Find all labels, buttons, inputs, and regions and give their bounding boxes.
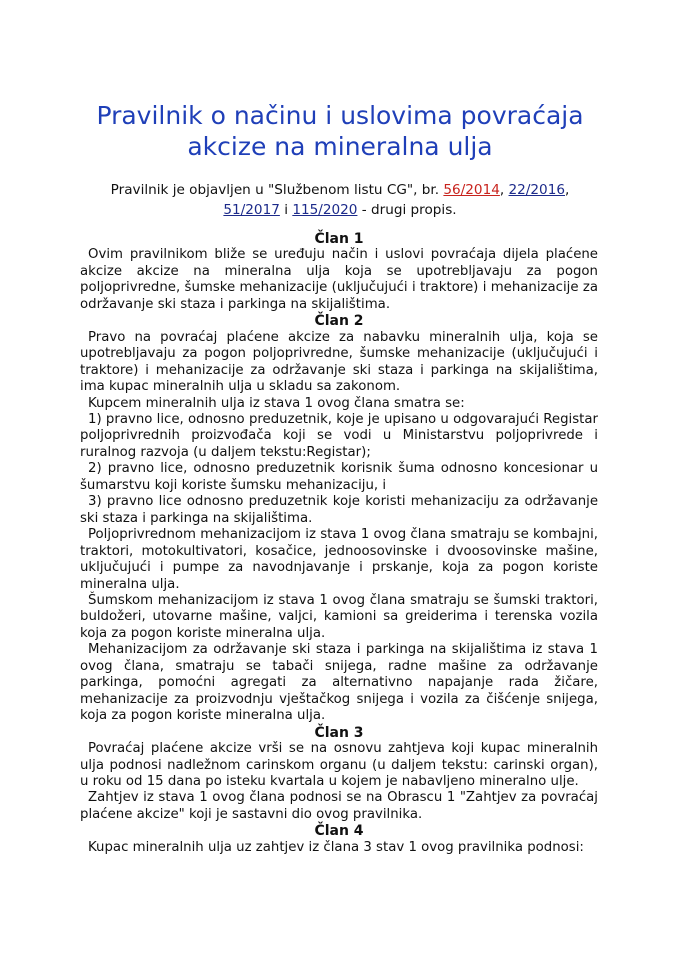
article-paragraph: Kupcem mineralnih ulja iz stava 1 ovog člana smatra se: <box>88 395 465 411</box>
document-title: Pravilnik o načinu i uslovima povraćaja akcize na mineralna ulja <box>96 101 584 161</box>
separator: i <box>284 202 288 218</box>
article-heading: Član 2 <box>314 313 364 330</box>
gazette-link-22-2016[interactable]: 22/2016 <box>508 182 566 198</box>
article-paragraph: Povraćaj plaćene akcize vrši se na osnovu zahtjeva koji kupac mineralnih ulja podnosi nadležnom carinskom organu (u daljem tekstu: carinski organ), u roku od 15 dana po isteku kvartala u kojem je nabavljeno mineralno ulje. <box>80 741 598 789</box>
publication-suffix: - drugi propis. <box>361 202 457 218</box>
gazette-link-56-2014[interactable]: 56/2014 <box>443 182 500 198</box>
document-body <box>80 231 598 856</box>
article-paragraph: 1) pravno lice, odnosno preduzetnik, koje je upisano u odgovarajući Registar poljoprivrednih proizvođača koji se vodi u Ministarstvu poljoprivrede i ruralnog razvoja (u daljem tekstu:Registar); <box>80 411 598 460</box>
separator: , <box>499 182 505 198</box>
article-paragraph: Zahtjev iz stava 1 ovog člana podnosi se na Obrascu 1 "Zahtjev za povraćaj plaćene akcize" koji je sastavni dio ovog pravilnika. <box>80 790 598 822</box>
publication-info <box>70 180 610 220</box>
article-paragraph: 2) pravno lice, odnosno preduzetnik korisnik šuma odnosno koncesionar u šumarstvu koji koriste šumsku mehanizaciju, i <box>80 461 598 493</box>
gazette-link-115-2020[interactable]: 115/2020 <box>292 202 358 218</box>
article-heading: Član 1 <box>314 231 364 247</box>
article-paragraph: Mehanizacijom za održavanje ski staza i parkinga na skijalištima iz stava 1 ovog člana, smatraju se tabači snijega, radne mašine za održavanje parkinga, pomoćni agregati za alternativno napajanje rada žičare, mehanizacije za proizvodnju vještačkog snijega i vozila za čišćenje snijega, koja za pogon koriste mineralna ulja. <box>80 642 598 724</box>
article-paragraph: Ovim pravilnikom bliže se uređuju način i uslovi povraćaja dijela plaćene akcize akcize na mineralna ulja koja se upotrebljavaju za pogon poljoprivredne, šumske mehanizacije (uključujući i traktore) i mehanizacije za održavanje ski staza i parkinga na skijalištima. <box>80 247 598 312</box>
article-paragraph: Kupac mineralnih ulja uz zahtjev iz člana 3 stav 1 ovog pravilnika podnosi: <box>88 839 584 855</box>
separator: , <box>565 182 570 198</box>
article-heading: Član 4 <box>314 823 364 840</box>
article-heading: Član 3 <box>314 724 364 741</box>
article-paragraph: Šumskom mehanizacijom iz stava 1 ovog člana smatraju se šumski traktori, buldožeri, utovarne mašine, valjci, kamioni sa greiderima i terenska vozila koja za pogon koriste mineralna ulja. <box>80 592 598 641</box>
publication-prefix: Pravilnik je objavljen u "Službenom listu CG", br. <box>110 182 440 198</box>
gazette-link-51-2017[interactable]: 51/2017 <box>223 202 280 218</box>
article-paragraph: Pravo na povraćaj plaćene akcize za nabavku mineralnih ulja, koja se upotrebljavaju za pogon poljoprivredne, šumske mehanizacije (uključujući i traktore) i mehanizacije za održavanje ski staza i parkinga na skijalištima, ima kupac mineralnih ulja u skladu sa zakonom. <box>80 329 598 395</box>
article-paragraph: Poljoprivrednom mehanizacijom iz stava 1 ovog člana smatraju se kombajni, traktori, motokultivatori, kosačice, jednoosovinske i dvoosovinske mašine, uključujući i pumpe za navodnjavanje i prskanje, koja za pogon koriste mineralna ulja. <box>80 527 598 592</box>
article-paragraph: 3) pravno lice odnosno preduzetnik koje koristi mehanizaciju za održavanje ski staza i parkinga na skijalištima. <box>80 494 598 526</box>
